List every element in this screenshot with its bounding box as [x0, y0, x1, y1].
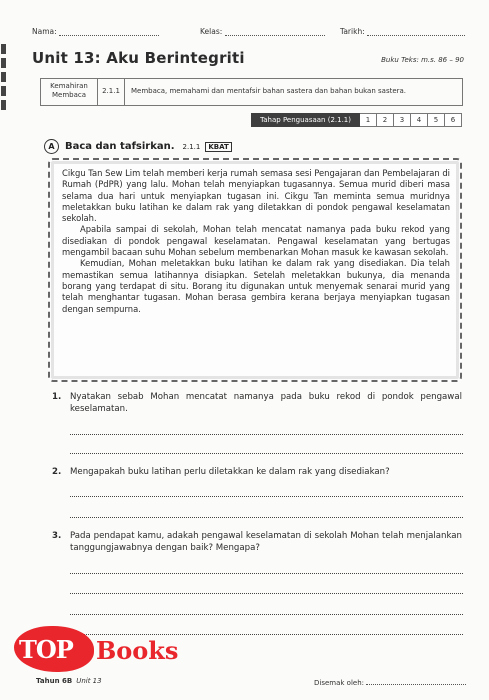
question-number: 3.: [52, 531, 62, 541]
answer-line[interactable]: [70, 614, 463, 615]
checked-label: Disemak oleh:: [314, 679, 365, 687]
question-3: [52, 530, 462, 554]
class-field[interactable]: [200, 27, 325, 36]
checked-line[interactable]: [366, 677, 466, 685]
section-a-heading: [44, 139, 232, 154]
footer-book-label: [36, 677, 102, 685]
name-label: Nama:: [32, 27, 57, 36]
date-label: Tarikh:: [340, 27, 365, 36]
skill-description: Membaca, memahami dan mentafsir bahan sastera dan bahan bukan sastera.: [131, 87, 407, 95]
topbooks-watermark-logo: [14, 626, 194, 676]
answer-line[interactable]: [70, 573, 463, 574]
question-number: 2.: [52, 467, 62, 477]
class-line: [225, 27, 325, 36]
section-code: 2.1.1: [182, 142, 201, 151]
answer-line[interactable]: [70, 496, 463, 497]
footer-book: Tahun 6B: [36, 677, 73, 685]
question-text: Pada pendapat kamu, adakah pengawal keselamatan di sekolah Mohan telah menjalankan tanggungjawabnya dengan baik? Mengapa?: [70, 531, 462, 553]
footer-checked-by: [314, 677, 466, 687]
passage-paragraph-1: Cikgu Tan Sew Lim telah memberi kerja rumah semasa sesi Pengajaran dan Pembelajaran di Rumah (PdPR) yang lalu. Mohan telah menyiapkan tugasannya. Semua murid diberi masa selama dua hari untuk menyiapkan tugasan ini. Cikgu Tan meminta semua muridnya meletakkan buku latihan ke dalam rak yang diletakkan di pondok pengawal keselamatan sekolah.: [62, 168, 451, 224]
kbat-badge: KBAT: [205, 142, 231, 152]
reading-passage: [62, 168, 450, 315]
mastery-level-2[interactable]: 2: [377, 113, 394, 127]
mastery-level-3[interactable]: 3: [394, 113, 411, 127]
footer-unit: Unit 13: [76, 677, 102, 685]
passage-paragraph-3: Kemudian, Mohan meletakkan buku latihan ke dalam rak yang disediakan. Dia telah memastikan semua latihannya disiapkan. Setelah meletakkan bukunya, dia menanda borang yang terdapat di situ. Borang itu digunakan untuk menyemak senarai murid yang telah menghantar tugasan. Mohan berasa gembira kerana berjaya menyiapkan tugasan dengan sempurna.: [62, 258, 450, 314]
textbook-reference: Buku Teks: m.s. 86 – 90: [381, 56, 464, 64]
unit-title: Unit 13: Aku Berintegriti: [32, 49, 245, 67]
answer-line[interactable]: [70, 434, 463, 435]
logo-top-text: TOP: [19, 635, 73, 664]
question-2: [52, 466, 462, 478]
mastery-level-1[interactable]: 1: [360, 113, 377, 127]
skill-code: 2.1.1: [98, 79, 125, 105]
skill-box: [40, 78, 463, 106]
section-letter: A: [44, 139, 59, 154]
class-label: Kelas:: [200, 27, 223, 36]
question-text: Nyatakan sebab Mohan mencatat namanya pada buku rekod di pondok pengawal keselamatan.: [70, 392, 462, 414]
answer-line[interactable]: [70, 453, 463, 454]
question-1: [52, 391, 462, 415]
section-title: Baca dan tafsirkan.: [65, 141, 175, 152]
question-text: Mengapakah buku latihan perlu diletakkan ke dalam rak yang disediakan?: [70, 467, 390, 477]
passage-paragraph-2: Apabila sampai di sekolah, Mohan telah mencatat namanya pada buku rekod yang disediakan di pondok pengawal keselamatan. Pengawal keselamatan yang bertugas mengambil bacaan suhu Mohan sebelum membenarkan Mohan masuk ke kawasan sekolah.: [62, 224, 450, 258]
reading-passage-box: [48, 158, 462, 382]
answer-line[interactable]: [70, 517, 463, 518]
name-line: [59, 27, 159, 36]
mastery-level-bar: [251, 113, 462, 127]
mastery-level-6[interactable]: 6: [445, 113, 462, 127]
mastery-level-4[interactable]: 4: [411, 113, 428, 127]
binding-spine: [0, 40, 7, 160]
mastery-label: Tahap Penguasaan (2.1.1): [251, 113, 360, 127]
date-line: [367, 27, 465, 36]
student-info-row: [32, 27, 469, 41]
logo-books-text: Books: [96, 636, 179, 665]
mastery-level-5[interactable]: 5: [428, 113, 445, 127]
answer-line[interactable]: [70, 593, 463, 594]
date-field[interactable]: [340, 27, 465, 36]
name-field[interactable]: [32, 27, 159, 36]
skill-label: Kemahiran Membaca: [41, 79, 98, 105]
question-number: 1.: [52, 392, 62, 402]
